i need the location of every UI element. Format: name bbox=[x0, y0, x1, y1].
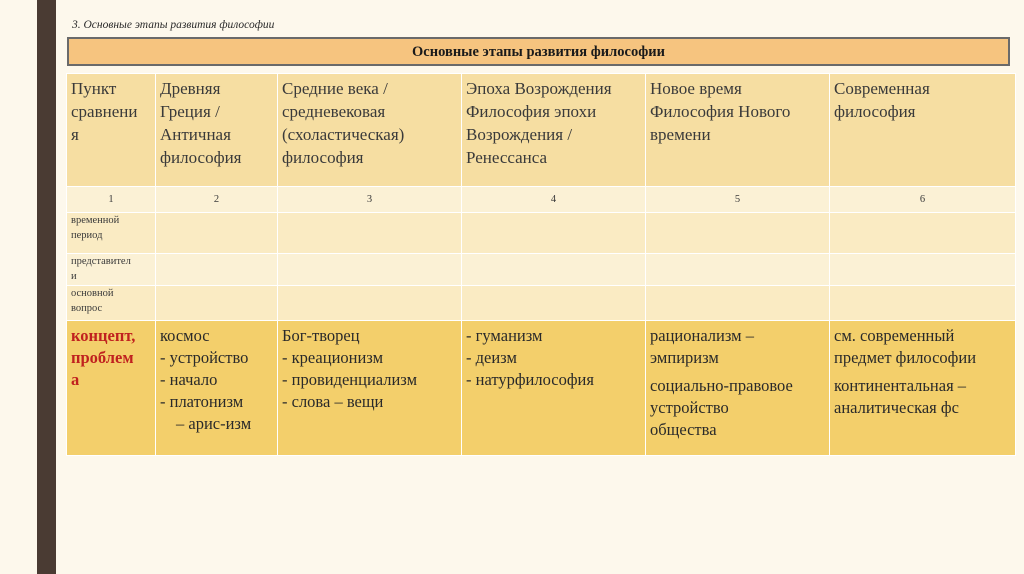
concept-cell-renaissance: - гуманизм - деизм - натурфилософия bbox=[462, 321, 646, 456]
empty-cell bbox=[278, 254, 462, 286]
empty-cell bbox=[156, 213, 278, 254]
empty-cell bbox=[646, 213, 830, 254]
row-label-time-period: временной период bbox=[67, 213, 156, 254]
column-number: 3 bbox=[278, 187, 462, 213]
column-number: 2 bbox=[156, 187, 278, 213]
philosophy-stages-table bbox=[66, 73, 1016, 456]
header-cell-medieval: Средние века / средневековая (схоластическая) философия bbox=[278, 74, 462, 187]
slide-title: 3. Основные этапы развития философии bbox=[72, 19, 275, 31]
empty-cell bbox=[156, 254, 278, 286]
empty-cell bbox=[462, 254, 646, 286]
concept-cell-contemporary: см. современный предмет философии континентальная – аналитическая фс bbox=[830, 321, 1016, 456]
empty-cell bbox=[462, 213, 646, 254]
concept-cell-ancient: космос - устройство - начало - платонизм – арис-изм bbox=[156, 321, 278, 456]
table-row-representatives bbox=[67, 254, 1016, 286]
column-number-row bbox=[67, 187, 1016, 213]
left-decorative-bar bbox=[37, 0, 56, 574]
concept-cell-medieval: Бог-творец - креационизм - провиденциализм - слова – вещи bbox=[278, 321, 462, 456]
empty-cell bbox=[156, 286, 278, 321]
column-number: 5 bbox=[646, 187, 830, 213]
column-number: 1 bbox=[67, 187, 156, 213]
row-label-representatives: представител и bbox=[67, 254, 156, 286]
table-row-time-period bbox=[67, 213, 1016, 254]
row-label-concept: концепт, проблем а bbox=[67, 321, 156, 456]
header-cell-modern: Новое время Философия Нового времени bbox=[646, 74, 830, 187]
concept-cell-modern: рационализм – эмпиризм социально-правовое устройство общества bbox=[646, 321, 830, 456]
table-banner-title: Основные этапы развития философии bbox=[67, 37, 1010, 66]
header-cell-comparison: Пункт сравнени я bbox=[67, 74, 156, 187]
empty-cell bbox=[830, 254, 1016, 286]
empty-cell bbox=[278, 286, 462, 321]
header-cell-ancient: Древняя Греция / Античная философия bbox=[156, 74, 278, 187]
header-cell-contemporary: Современная философия bbox=[830, 74, 1016, 187]
table-row-main-question bbox=[67, 286, 1016, 321]
empty-cell bbox=[830, 213, 1016, 254]
column-number: 6 bbox=[830, 187, 1016, 213]
header-cell-renaissance: Эпоха Возрождения Философия эпохи Возрождения / Ренессанса bbox=[462, 74, 646, 187]
empty-cell bbox=[278, 213, 462, 254]
row-label-main-question: основной вопрос bbox=[67, 286, 156, 321]
empty-cell bbox=[462, 286, 646, 321]
table-row-concept bbox=[67, 321, 1016, 456]
column-number: 4 bbox=[462, 187, 646, 213]
header-row bbox=[67, 74, 1016, 187]
empty-cell bbox=[830, 286, 1016, 321]
empty-cell bbox=[646, 254, 830, 286]
empty-cell bbox=[646, 286, 830, 321]
